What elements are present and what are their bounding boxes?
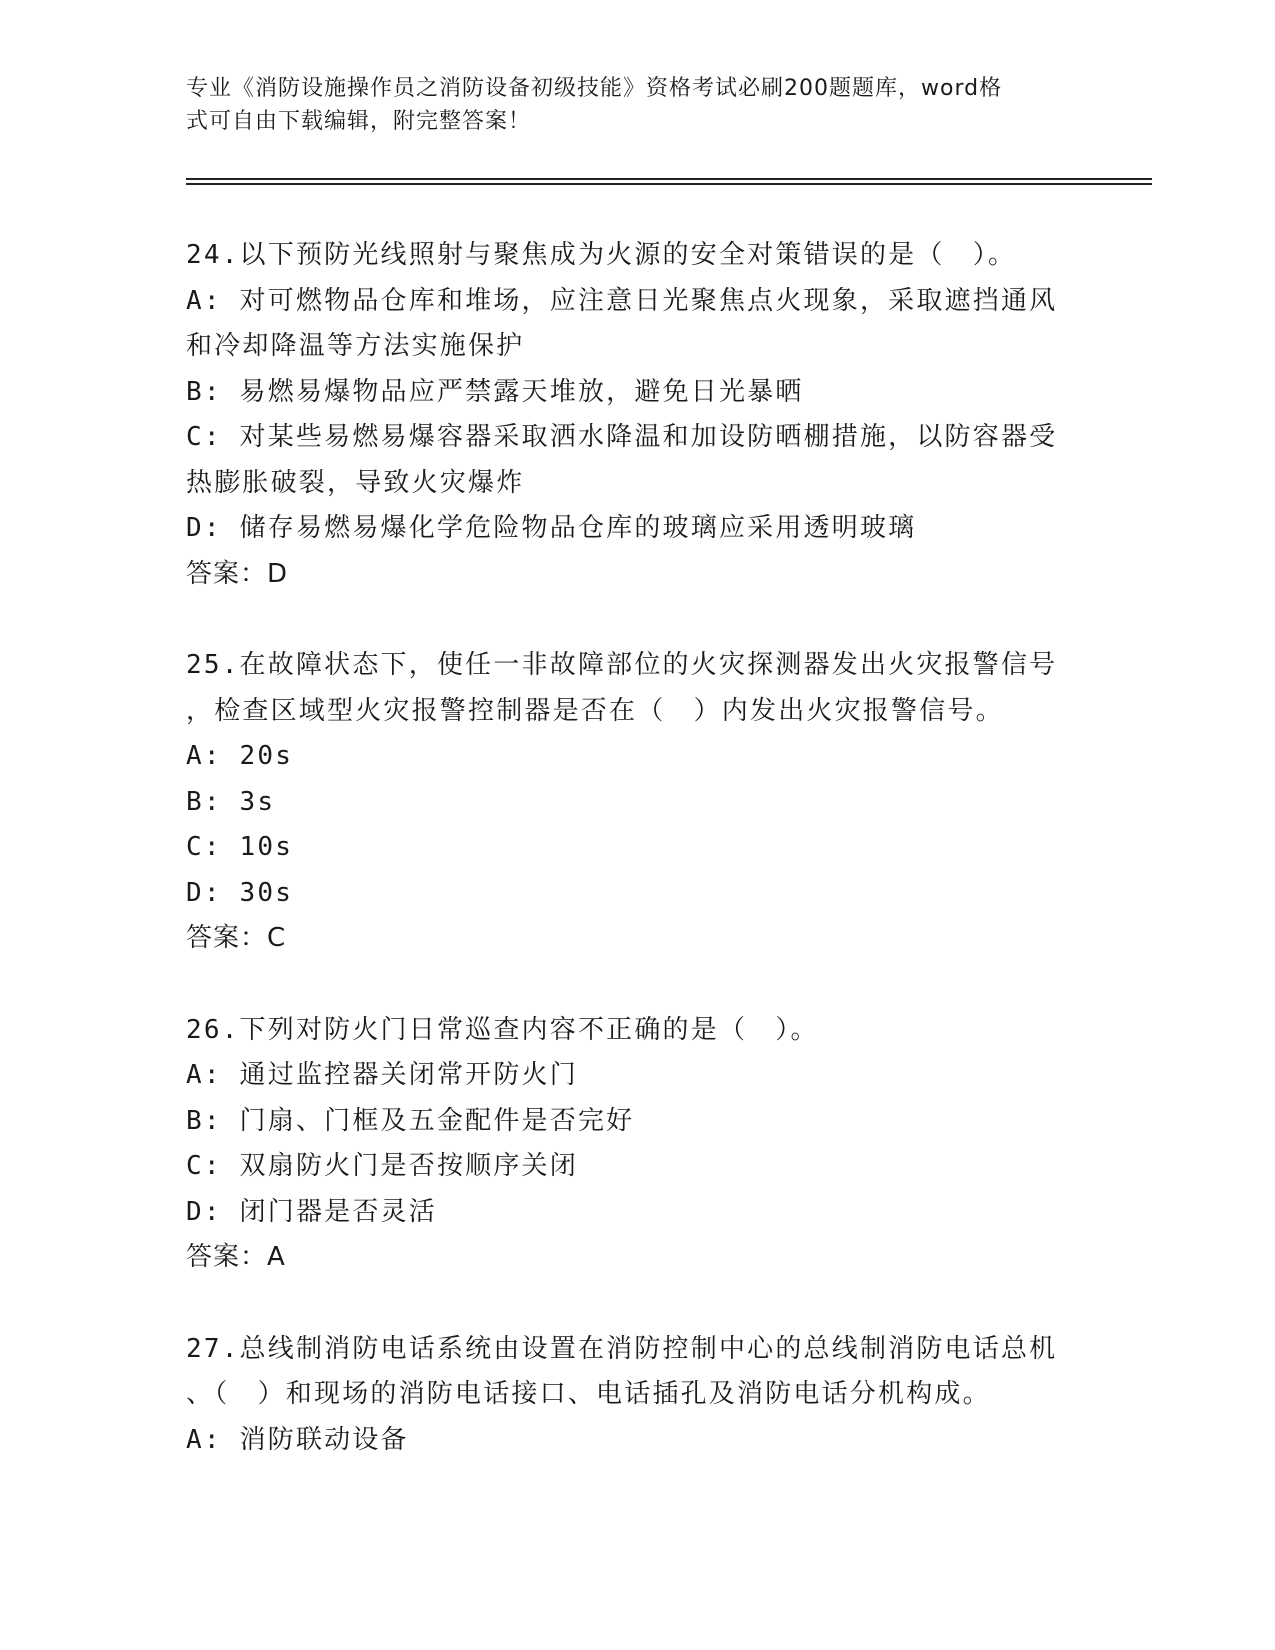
document-header [186, 72, 1086, 138]
question-stem: 24.以下预防光线照射与聚焦成为火源的安全对策错误的是（ ）。 [186, 240, 1017, 270]
question-stem: 26.下列对防火门日常巡查内容不正确的是（ ）。 [186, 1014, 819, 1045]
option-c-continued: 热膨胀破裂，导致火灾爆炸 [186, 467, 525, 498]
answer: 答案：A [186, 1242, 286, 1272]
answer: 答案：D [186, 558, 289, 589]
header-divider-top [186, 178, 1152, 180]
option-a: A: 20s [186, 741, 294, 771]
option-b: B: 门扇、门框及五金配件是否完好 [186, 1105, 635, 1136]
option-d: D: 储存易燃易爆化学危险物品仓库的玻璃应采用透明玻璃 [186, 513, 917, 543]
option-c: C: 对某些易燃易爆容器采取洒水降温和加设防晒棚措施，以防容器受 [186, 422, 1058, 452]
header-line-1: 专业《消防设施操作员之消防设备初级技能》资格考试必刷200题题库，word格 [186, 76, 1003, 101]
question-27 [186, 1327, 1086, 1464]
option-c: C: 双扇防火门是否按顺序关闭 [186, 1151, 578, 1181]
option-a: A: 消防联动设备 [186, 1424, 409, 1455]
option-d: D: 闭门器是否灵活 [186, 1196, 437, 1227]
header-divider-bottom [186, 183, 1152, 185]
option-b: B: 易燃易爆物品应严禁露天堆放，避免日光暴晒 [186, 376, 804, 407]
option-c: C: 10s [186, 832, 294, 862]
question-stem-continued: 、（ ）和现场的消防电话接口、电话插孔及消防电话分机构成。 [186, 1379, 991, 1409]
option-a-continued: 和冷却降温等方法实施保护 [186, 331, 525, 361]
question-24 [186, 233, 1086, 597]
question-25 [186, 643, 1086, 962]
option-b: B: 3s [186, 786, 276, 817]
header-line-2: 式可自由下载编辑，附完整答案！ [186, 109, 532, 134]
option-a: A: 通过监控器关闭常开防火门 [186, 1060, 578, 1090]
answer: 答案：C [186, 923, 287, 953]
option-d: D: 30s [186, 877, 294, 908]
question-list [186, 233, 1086, 1509]
question-stem: 25.在故障状态下，使任一非故障部位的火灾探测器发出火灾报警信号 [186, 650, 1058, 680]
question-stem-continued: ，检查区域型火灾报警控制器是否在（ ）内发出火灾报警信号。 [186, 695, 1004, 726]
question-26 [186, 1008, 1086, 1281]
question-stem: 27.总线制消防电话系统由设置在消防控制中心的总线制消防电话总机 [186, 1333, 1058, 1364]
option-a: A: 对可燃物品仓库和堆场，应注意日光聚焦点火现象，采取遮挡通风 [186, 285, 1058, 316]
